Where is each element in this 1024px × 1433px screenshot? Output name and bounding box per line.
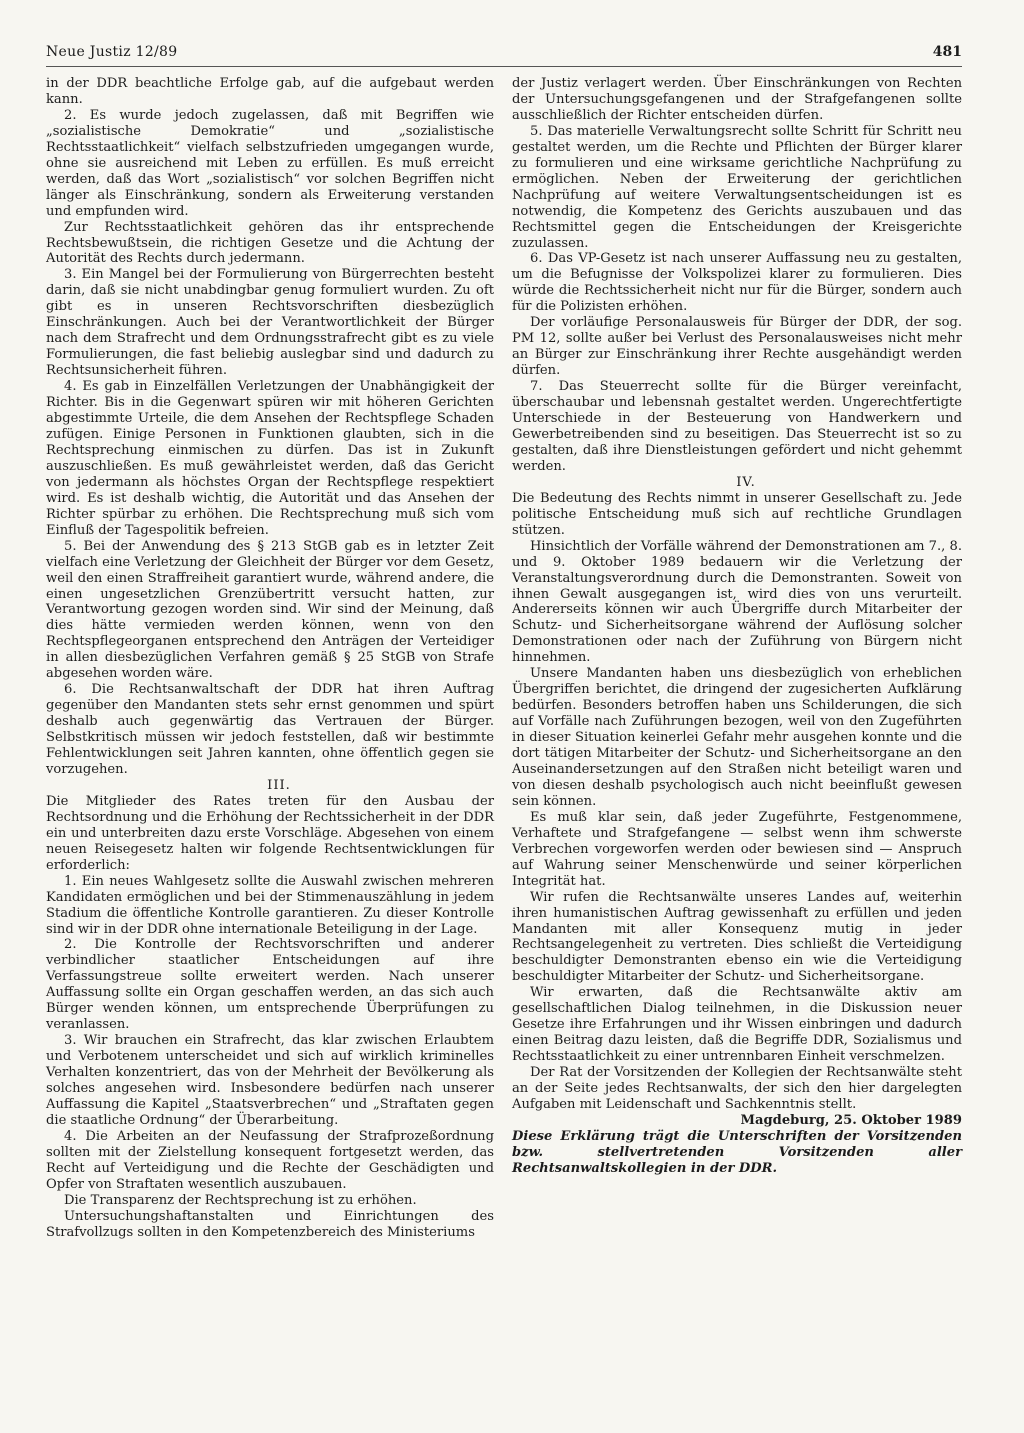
paragraph: 3. Wir brauchen ein Strafrecht, das klar zwischen Erlaubtem und Verbotenem unterscheidet und sich auf wirklich kriminelles Verhalten konzentriert, das von der Mehrheit der Bevölkerung als solches angesehen wird. Insbesondere bedürfen nach unserer Auffassung die Kapitel „Staatsverbrechen“ und „Straftaten gegen die staatliche Ordnung“ der Überarbeitung.	[46, 1033, 494, 1128]
paragraph: Unsere Mandanten haben uns diesbezüglich von erheblichen Übergriffen berichtet, die dringend der zugesicherten Aufklärung bedürfen. Besonders betroffen haben uns Schilderungen, die sich auf Vorfälle nach Zuführungen bezogen, weil von den Zugeführten in dieser Situation keinerlei Gefahr mehr ausgehen konnte und die dort tätigen Mitarbeiter der Schutz- und Sicherheitsorgane an den Auseinandersetzungen auf den Straßen nicht beteiligt waren und von diesen deshalb psychologisch auch nicht beeinflußt gewesen sein können.	[512, 666, 962, 809]
left-column	[46, 76, 494, 1241]
paragraph: 4. Die Arbeiten an der Neufassung der Strafprozeßordnung sollten mit der Zielstellung konsequent fortgesetzt werden, das Recht auf Verteidigung und die Rechte der Geschädigten und Opfer von Straftaten wesentlich auszubauen.	[46, 1128, 494, 1192]
paragraph: 2. Die Kontrolle der Rechtsvorschriften und anderer verbindlicher staatlicher Entscheidungen auf ihre Verfassungstreue sollte erweitert werden. Nach unserer Auffassung sollte ein Organ geschaffen werden, an das sich auch Bürger wenden können, um entsprechende Überprüfungen zu veranlassen.	[46, 937, 494, 1033]
paragraph: Die Transparenz der Rechtsprechung ist zu erhöhen.	[64, 1192, 417, 1208]
section-heading-iii: III.	[267, 777, 291, 793]
paragraph: Zur Rechtsstaatlichkeit gehören das ihr entsprechende Rechtsbewußtsein, die richtigen Gesetze und die Achtung der Autorität des Rechts durch jedermann.	[46, 219, 494, 267]
paragraph: Wir erwarten, daß die Rechtsanwälte aktiv am gesellschaftlichen Dialog teilnehmen, in die Diskussion neuer Gesetze ihre Erfahrungen und ihr Wissen einbringen und dadurch einen Beitrag dazu leisten, daß die Begriffe DDR, Sozialismus und Rechtsstaatlichkeit zu einer untrennbaren Einheit verschmelzen.	[512, 985, 962, 1065]
paragraph: der Justiz verlagert werden. Über Einschränkungen von Rechten der Untersuchungsgefangenen und der Strafgefangenen sollte ausschließlich der Richter entscheiden dürfen.	[512, 76, 962, 123]
paragraph: 6. Die Rechtsanwaltschaft der DDR hat ihren Auftrag gegenüber den Mandanten stets sehr ernst genommen und spürt deshalb auch gegenwärtig das Vertrauen der Bürger. Selbstkritisch müssen wir jedoch feststellen, daß wir bestimmte Fehlentwicklungen seit Jahren kannten, ohne öffentlich gegen sie vorzugehen.	[46, 682, 494, 777]
paragraph: 7. Das Steuerrecht sollte für die Bürger vereinfacht, überschaubar und lebensnah gestaltet werden. Ungerechtfertigte Unterschiede in der Besteuerung von Handwerkern und Gewerbetreibenden sind zu beseitigen. Das Steuerrecht ist so zu gestalten, daß ihre Dienstleistungen gefördert und nicht gehemmt werden.	[512, 379, 962, 474]
right-column	[512, 76, 962, 1177]
paragraph: Untersuchungshaftanstalten und Einrichtungen des Strafvollzugs sollten in den Kompetenzbereich des Ministeriums	[46, 1208, 494, 1240]
paragraph: Hinsichtlich der Vorfälle während der Demonstrationen am 7., 8. und 9. Oktober 1989 bedauern wir die Verletzung der Veranstaltungsverordnung durch die Demonstranten. Soweit von ihnen Gewalt ausgegangen ist, wird dies von uns verurteilt. Andererseits können wir auch Übergriffe durch Mitarbeiter der Schutz- und Sicherheitsorgane während der Auflösung solcher Demonstrationen oder nach der Zuführung von Bürgern nicht hinnehmen.	[512, 538, 962, 666]
page-number: 481	[932, 44, 962, 60]
paragraph: 2. Es wurde jedoch zugelassen, daß mit Begriffen wie „sozialistische Demokratie“ und „sozialistische Rechtsstaatlichkeit“ vielfach selbstzufrieden umgegangen wurde, ohne sie ausreichend mit Leben zu erfüllen. Es muß erreicht werden, daß das Wort „sozialistisch“ vor solchen Begriffen nicht länger als Einschränkung, sondern als Erweiterung verstanden und empfunden wird.	[46, 107, 494, 219]
paragraph: Der Rat der Vorsitzenden der Kollegien der Rechtsanwälte steht an der Seite jedes Rechtsanwalts, der sich den hier dargelegten Aufgaben mit Leidenschaft und Sachkenntnis stellt.	[512, 1065, 962, 1112]
paragraph: 6. Das VP-Gesetz ist nach unserer Auffassung neu zu gestalten, um die Befugnisse der Volkspolizei klarer zu formulieren. Dies würde die Rechtssicherheit nicht nur für die Bürger, sondern auch für die Polizisten erhöhen.	[512, 251, 962, 315]
journal-title: Neue Justiz 12/89	[46, 44, 178, 60]
paragraph: 1. Ein neues Wahlgesetz sollte die Auswahl zwischen mehreren Kandidaten ermöglichen und bei der Stimmenauszählung in jedem Stadium die öffentliche Kontrolle garantieren. Zu dieser Kontrolle sind wir in der DDR ohne internationale Beteiligung in der Lage.	[46, 873, 494, 937]
place-and-date: Magdeburg, 25. Oktober 1989	[740, 1112, 962, 1128]
paragraph: 3. Ein Mangel bei der Formulierung von Bürgerrechten besteht darin, daß sie nicht unabdingbar genug formuliert wurden. Zu oft gibt es in unseren Rechtsvorschriften diesbezüglich Einschränkungen. Auch bei der Verantwortlichkeit der Bürger nach dem Strafrecht und dem Ordnungsstrafrecht gibt es zu viele Formulierungen, die fast beliebig auslegbar sind und dadurch zu Rechtsunsicherheit führen.	[46, 267, 494, 379]
paragraph: Es muß klar sein, daß jeder Zugeführte, Festgenommene, Verhaftete und Strafgefangene — selbst wenn ihm schwerste Verbrechen vorgeworfen werden oder bewiesen sind — Anspruch auf Wahrung seiner Menschenwürde und seiner körperlichen Integrität hat.	[512, 809, 962, 889]
paragraph: Die Mitglieder des Rates treten für den Ausbau der Rechtsordnung und die Erhöhung der Rechtssicherheit in der DDR ein und unterbreiten dazu erste Vorschläge. Abgesehen von einem neuen Reisegesetz halten wir folgende Rechtsentwicklungen für erforderlich:	[46, 793, 494, 873]
paragraph: Der vorläufige Personalausweis für Bürger der DDR, der sog. PM 12, sollte außer bei Verlust des Personalausweises nicht mehr an Bürger zur Einschränkung ihrer Rechte ausgehändigt werden dürfen.	[512, 315, 962, 379]
paragraph: 5. Das materielle Verwaltungsrecht sollte Schritt für Schritt neu gestaltet werden, um die Rechte und Pflichten der Bürger klarer zu formulieren und eine wirksame gerichtliche Nachprüfung zu ermöglichen. Neben der Erweiterung der gerichtlichen Nachprüfung auf weitere Verwaltungsentscheidungen ist es notwendig, die Kompetenz des Gerichts auszubauen und das Rechtsmittel gegen die Entscheidungen der Kreisgerichte zuzulassen.	[512, 123, 962, 251]
paragraph: Wir rufen die Rechtsanwälte unseres Landes auf, weiterhin ihren humanistischen Auftrag gewissenhaft zu erfüllen und jeden Mandanten mit aller Konsequenz mutig in jeder Rechtsangelegenheit zu vertreten. Dies schließt die Verteidigung beschuldigter Demonstranten ebenso ein wie die Verteidigung beschuldigter Mitarbeiter der Schutz- und Sicherheitsorgane.	[512, 889, 962, 985]
page-header	[46, 44, 962, 67]
paragraph: 4. Es gab in Einzelfällen Verletzungen der Unabhängigkeit der Richter. Bis in die Gegenwart spüren wir mit höheren Gerichten abgestimmte Urteile, die dem Ansehen der Rechtspflege Schaden zufügen. Einige Personen in Funktionen glaubten, sich in die Rechtsprechung einmischen zu dürfen. Das ist in Zukunft auszuschließen. Es muß gewährleistet werden, daß das Gericht von jedermann als höchstes Organ der Rechtspflege respektiert wird. Es ist deshalb wichtig, die Autorität und das Ansehen der Richter spürbar zu erhöhen. Die Rechtsprechung muß sich vom Einfluß der Tagespolitik befreien.	[46, 379, 494, 538]
paragraph: in der DDR beachtliche Erfolge gab, auf die aufgebaut werden kann.	[46, 76, 494, 107]
paragraph: Die Bedeutung des Rechts nimmt in unserer Gesellschaft zu. Jede politische Entscheidung muß sich auf rechtliche Grundlagen stützen.	[512, 490, 962, 538]
section-heading-iv: IV.	[736, 474, 756, 490]
signature-note: Diese Erklärung trägt die Unterschriften der Vorsitzenden bzw. stellvertretenden Vorsitzenden aller Rechtsanwaltskollegien in der DDR.	[512, 1128, 962, 1176]
paragraph: 5. Bei der Anwendung des § 213 StGB gab es in letzter Zeit vielfach eine Verletzung der Gleichheit der Bürger vor dem Gesetz, weil den einen Straffreiheit garantiert wurde, während andere, die einen ungesetzlichen Grenzübertritt versucht hatten, zur Verantwortung gezogen worden sind. Wir sind der Meinung, daß dies hätte vermieden werden können, wenn von den Rechtspflegeorganen entsprechend den Anträgen der Verteidiger in allen diesbezüglichen Verfahren gemäß § 25 StGB von Strafe abgesehen worden wäre.	[46, 538, 494, 682]
